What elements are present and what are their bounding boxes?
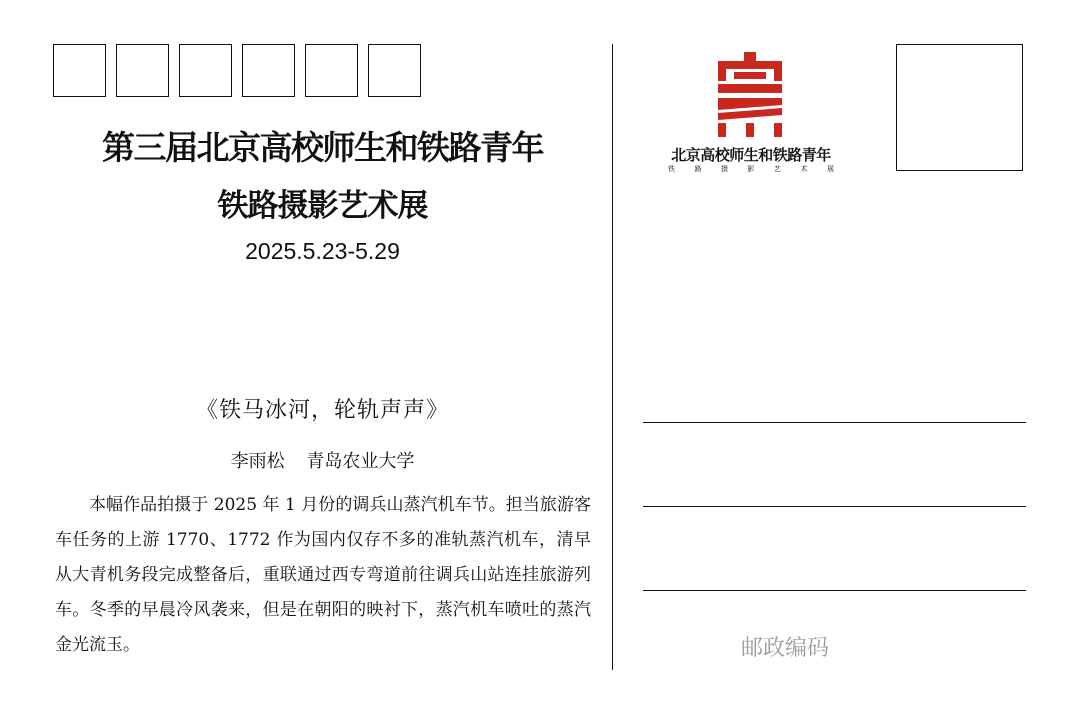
logo-subtitle-char: 摄 (721, 165, 728, 173)
author-line: 李雨松 青岛农业大学 (230, 451, 415, 472)
postcode-label: 邮政编码 (740, 636, 829, 661)
logo-subtitle-char: 路 (694, 165, 702, 173)
exhibition-title-line1: 第三届北京高校师生和铁路青年 (102, 128, 543, 167)
logo-subtitle-char: 影 (747, 165, 755, 173)
address-line[interactable] (643, 506, 1026, 507)
work-title: 《铁马冰河，轮轨声声》 (195, 398, 449, 423)
logo-subtitle-char: 铁 (668, 165, 675, 173)
logo-subtitle (668, 164, 834, 174)
postcard-divider (612, 44, 613, 670)
logo-subtitle-char: 展 (827, 165, 834, 173)
exhibition-title-line2: 铁路摄影艺术展 (217, 188, 428, 224)
zip-code-box[interactable] (179, 44, 232, 97)
logo-title: 北京高校师生和铁路青年 (671, 146, 831, 164)
work-description: 本幅作品拍摄于 2025 年 1 月份的调兵山蒸汽机车节。担当旅游客车任务的上游 1770、1772 作为国内仅存不多的准轨蒸汽机车，清早从大青机务段完成整备后，重联通过西专弯道前往调兵山站连挂旅游列车。冬季的早晨冷风袭来，但是在朝阳的映衬下，蒸汽机车喷吐的蒸汽金光流玉。 (55, 495, 591, 655)
zip-code-box[interactable] (53, 44, 106, 97)
zip-code-box[interactable] (368, 44, 421, 97)
zip-code-box[interactable] (116, 44, 169, 97)
logo-subtitle-char: 术 (800, 165, 808, 173)
zip-code-box[interactable] (242, 44, 295, 97)
stamp-box[interactable] (896, 44, 1023, 171)
exhibition-date: 2025.5.23-5.29 (245, 238, 400, 264)
logo-subtitle-char: 艺 (774, 165, 781, 173)
zip-code-boxes (53, 44, 421, 97)
address-line[interactable] (643, 422, 1026, 423)
address-line[interactable] (643, 590, 1026, 591)
zip-code-box[interactable] (305, 44, 358, 97)
